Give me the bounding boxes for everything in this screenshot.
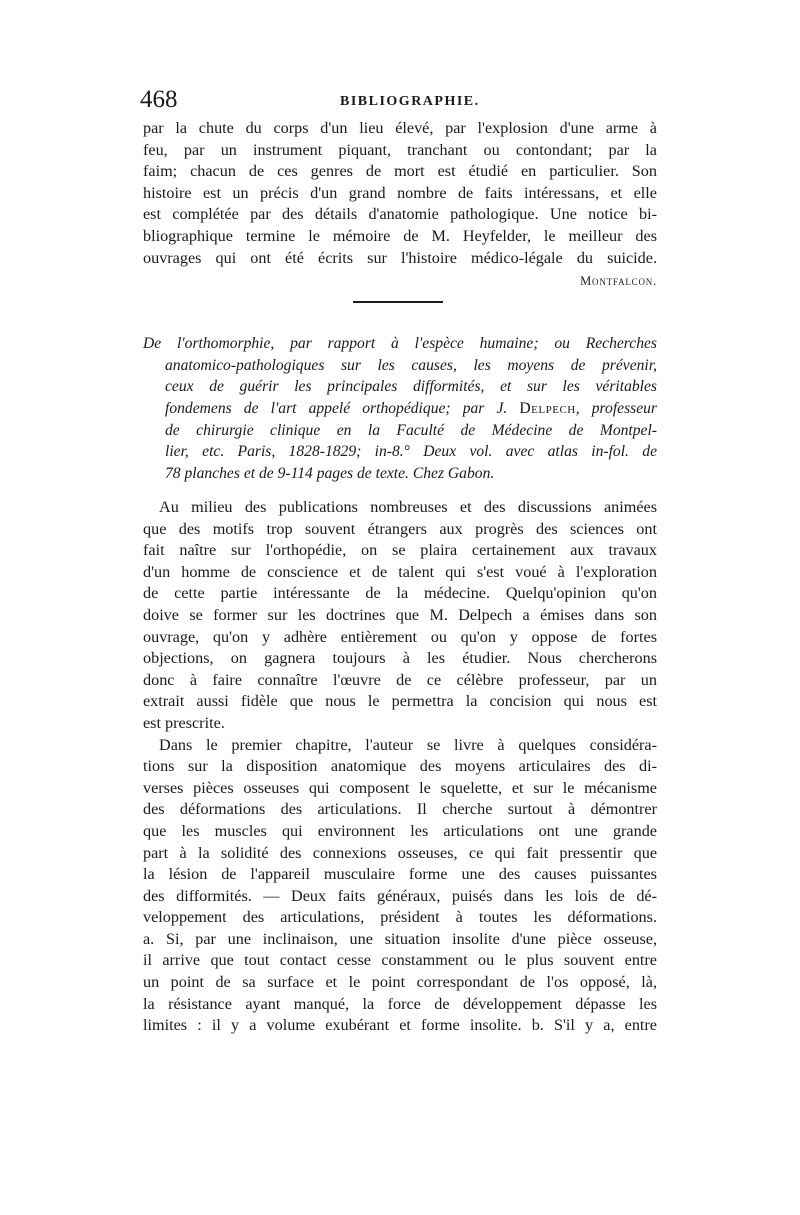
- text-line: il arrive que tout contact cesse constamment ou le plus souvent entre: [143, 951, 657, 970]
- text-line: feu, par un instrument piquant, tranchant ou contondant; par la: [143, 140, 657, 159]
- page-number: 468: [140, 86, 178, 113]
- text-line: Dans le premier chapitre, l'auteur se livre à quelques considéra-: [159, 735, 657, 754]
- text-line: verses pièces osseuses qui composent le squelette, et sur le mécanisme: [143, 778, 657, 797]
- text-line: part à la solidité des connexions osseuses, ce qui fait pressentir que: [143, 843, 657, 862]
- text-line: la résistance ayant manqué, la force de développement dépasse les: [143, 994, 657, 1013]
- text-line: ouvrages qui ont été écrits sur l'histoire médico-légale du suicide.: [143, 248, 657, 267]
- text-line: des difformités. — Deux faits généraux, puisés dans les lois de dé-: [143, 886, 657, 905]
- page-header: [140, 86, 660, 114]
- text-line: a. Si, par une inclinaison, une situation insolite d'une pièce osseuse,: [143, 929, 657, 948]
- text-line: veloppement des articulations, président à toutes les déformations.: [143, 908, 657, 927]
- text-line: histoire est un précis d'un grand nombre de faits intéressans, et elle: [143, 183, 657, 202]
- text-line: Au milieu des publications nombreuses et des discussions animées: [159, 498, 657, 516]
- review-body: [143, 497, 657, 1037]
- text-line: par la chute du corps d'un lieu élevé, par l'explosion d'une arme à: [143, 119, 657, 137]
- citation-line: De l'orthomorphie, par rapport à l'espèce humaine; ou Recherches: [143, 335, 657, 352]
- citation-line: [143, 398, 657, 420]
- text-line: bliographique termine le mémoire de M. Heyfelder, le meilleur des: [143, 226, 657, 245]
- citation-line: de chirurgie clinique en la Faculté de Médecine de Montpel-: [165, 421, 657, 439]
- bibliographic-citation: [143, 333, 657, 485]
- running-head: BIBLIOGRAPHIE.: [340, 94, 480, 109]
- citation-line: lier, etc. Paris, 1828-1829; in-8.° Deux vol. avec atlas in-fol. de: [165, 443, 657, 461]
- citation-text: fondemens de l'art appelé orthopédique; par J.: [165, 400, 508, 418]
- text-line: fait naître sur l'orthopédie, on se plaira certainement aux travaux: [143, 541, 657, 560]
- text-line: est complétée par des détails d'anatomie pathologique. Une notice bi-: [143, 205, 657, 224]
- text-line: donc à faire connaître l'œuvre de ce célèbre professeur, par un: [143, 670, 657, 689]
- text-line: ouvrage, qu'on y adhère entièrement ou qu'on y oppose de fortes: [143, 627, 657, 646]
- text-line: de cette partie intéressante de la médecine. Quelqu'opinion qu'on: [143, 584, 657, 603]
- text-line: est prescrite.: [143, 713, 225, 732]
- author-signature: Montfalcon.: [580, 274, 657, 288]
- intro-paragraph: [143, 118, 657, 269]
- citation-text: , professeur: [575, 400, 657, 418]
- text-line: doive se former sur les doctrines que M. Delpech a émises dans son: [143, 605, 657, 624]
- text-line: un point de sa surface et le point correspondant de l'os opposé, là,: [143, 973, 657, 992]
- citation-author: Delpech: [519, 400, 576, 418]
- text-line: d'un homme de conscience et de talent qui s'est voué à l'exploration: [143, 562, 657, 581]
- text-line: faim; chacun de ces genres de mort est étudié en particulier. Son: [143, 162, 657, 181]
- text-line: que des motifs trop souvent étrangers aux progrès des sciences ont: [143, 519, 657, 538]
- text-line: extrait aussi fidèle que nous le permettra la concision qui nous est: [143, 692, 657, 711]
- citation-line: ceux de guérir les principales difformités, et sur les véritables: [165, 378, 657, 396]
- section-divider: [353, 301, 443, 303]
- text-line: la lésion de l'appareil musculaire forme une des causes puissantes: [143, 865, 657, 884]
- citation-line: anatomico-pathologiques sur les causes, les moyens de prévenir,: [165, 356, 657, 374]
- text-line: que les muscles qui environnent les articulations ont une grande: [143, 821, 657, 840]
- text-line: tions sur la disposition anatomique des moyens articulaires des di-: [143, 757, 657, 776]
- text-line: limites : il y a volume exubérant et forme insolite. b. S'il y a, entre: [143, 1016, 657, 1035]
- citation-line: 78 planches et de 9-114 pages de texte. Chez Gabon.: [165, 465, 495, 483]
- text-line: des déformations des articulations. Il cherche surtout à démontrer: [143, 800, 657, 819]
- text-line: objections, on gagnera toujours à les étudier. Nous chercherons: [143, 649, 657, 668]
